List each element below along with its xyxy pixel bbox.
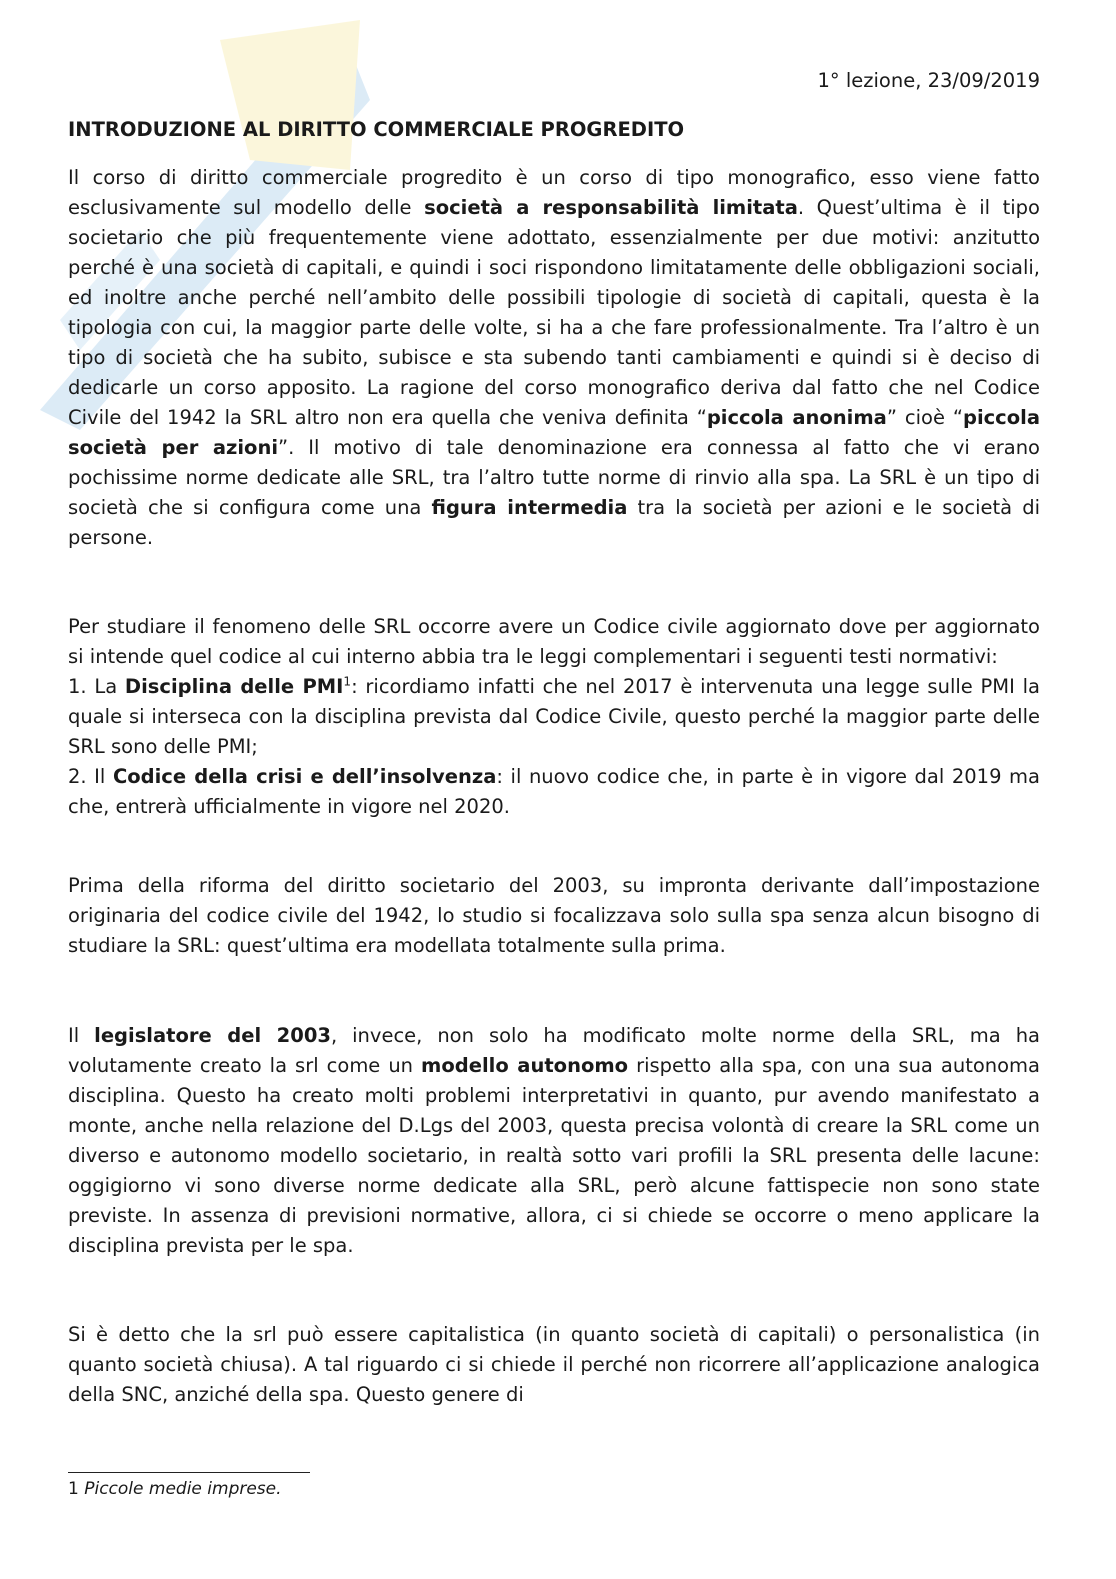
paragraph-2: Per studiare il fenomeno delle SRL occorre avere un Codice civile aggiornato dove per aggiornato si intende quel codice al cui interno abbia tra le leggi complementari i seguenti testi normativi: 1. La Disciplina delle PMI$^1$: ricordiamo infatti che nel 2017 è intervenuta una legge sulle PMI la quale si interseca con la disciplina prevista dal Codice Civile, questo perché la maggior parte delle SRL sono delle PMI; 2. Il Codice della crisi e dell’insolvenza: il nuovo codice che, in parte è in vigore dal 2019 ma che, entrerà ufficialmente in vigore nel 2020.	[68, 612, 1040, 822]
lesson-date: 1° lezione, 23/09/2019	[817, 69, 1040, 92]
paragraph-5: Si è detto che la srl può essere capitalistica (in quanto società di capitali) o personalistica (in quanto società chiusa). A tal riguardo ci si chiede il perché non ricorrere all’applicazione analogica della SNC, anziché della spa. Questo genere di	[68, 1323, 1040, 1406]
list-item-2: 2. Il Codice della crisi e dell’insolvenza: il nuovo codice che, in parte è in vigore dal 2019 ma che, entrerà ufficialmente in vigore nel 2020.	[68, 765, 1041, 818]
paragraph-3: Prima della riforma del diritto societario del 2003, su impronta derivante dall’impostazione originaria del codice civile del 1942, lo studio si focalizzava solo sulla spa senza alcun bisogno di studiare la SRL: quest’ultima era modellata totalmente sulla prima.	[68, 874, 1040, 957]
footnote-separator	[68, 1472, 310, 1473]
list-item-1: 1. La Disciplina delle PMI$^1$: ricordiamo infatti che nel 2017 è intervenuta una legge sulle PMI la quale si interseca con la disciplina prevista dal Codice Civile, questo perché la maggior parte delle SRL sono delle PMI;	[68, 674, 1040, 758]
paragraph-4: Il legislatore del 2003, invece, non solo ha modificato molte norme della SRL, ma ha volutamente creato la srl come un modello autonomo rispetto alla spa, con una sua autonoma disciplina. Questo ha creato molti problemi interpretativi in quanto, pur avendo manifestato a monte, anche nella relazione del D.Lgs del 2003, questa precisa volontà di creare la SRL come un diverso e autonomo modello societario, in realtà sotto vari profili la SRL presenta delle lacune: oggigiorno vi sono diverse norme dedicate alla SRL, però alcune fattispecie non sono state previste. In assenza di previsioni normative, allora, ci si chiede se occorre o meno applicare la disciplina prevista per le spa.	[68, 1024, 1041, 1257]
document-title: INTRODUZIONE AL DIRITTO COMMERCIALE PROGREDITO	[68, 118, 685, 141]
footnote: 1 Piccole medie imprese.	[68, 1479, 282, 1499]
footnote-ref: 1	[343, 674, 352, 689]
paragraph-1: Il corso di diritto commerciale progredito è un corso di tipo monografico, esso viene fatto esclusivamente sul modello delle società a responsabilità limitata. Quest’ultima è il tipo societario che più frequentemente viene adottato, essenzialmente per due motivi: anzitutto perché è una società di capitali, e quindi i soci rispondono limitatamente delle obbligazioni sociali, ed inoltre anche perché nell’ambito delle possibili tipologie di società di capitali, questa è la tipologia con cui, la maggior parte delle volte, si ha a che fare professionalmente. Tra l’altro è un tipo di società che ha subito, subisce e sta subendo tanti cambiamenti e quindi si è deciso di dedicarle un corso apposito. La ragione del corso monografico deriva dal fatto che nel Codice Civile del 1942 la SRL altro non era quella che veniva definita “piccola anonima” cioè “piccola società per azioni”. Il motivo di tale denominazione era connessa al fatto che vi erano pochissime norme dedicate alle SRL, tra l’altro tutte norme di rinvio alla spa. La SRL è un tipo di società che si configura come una figura intermedia tra la società per azioni e le società di persone.	[68, 166, 1040, 549]
